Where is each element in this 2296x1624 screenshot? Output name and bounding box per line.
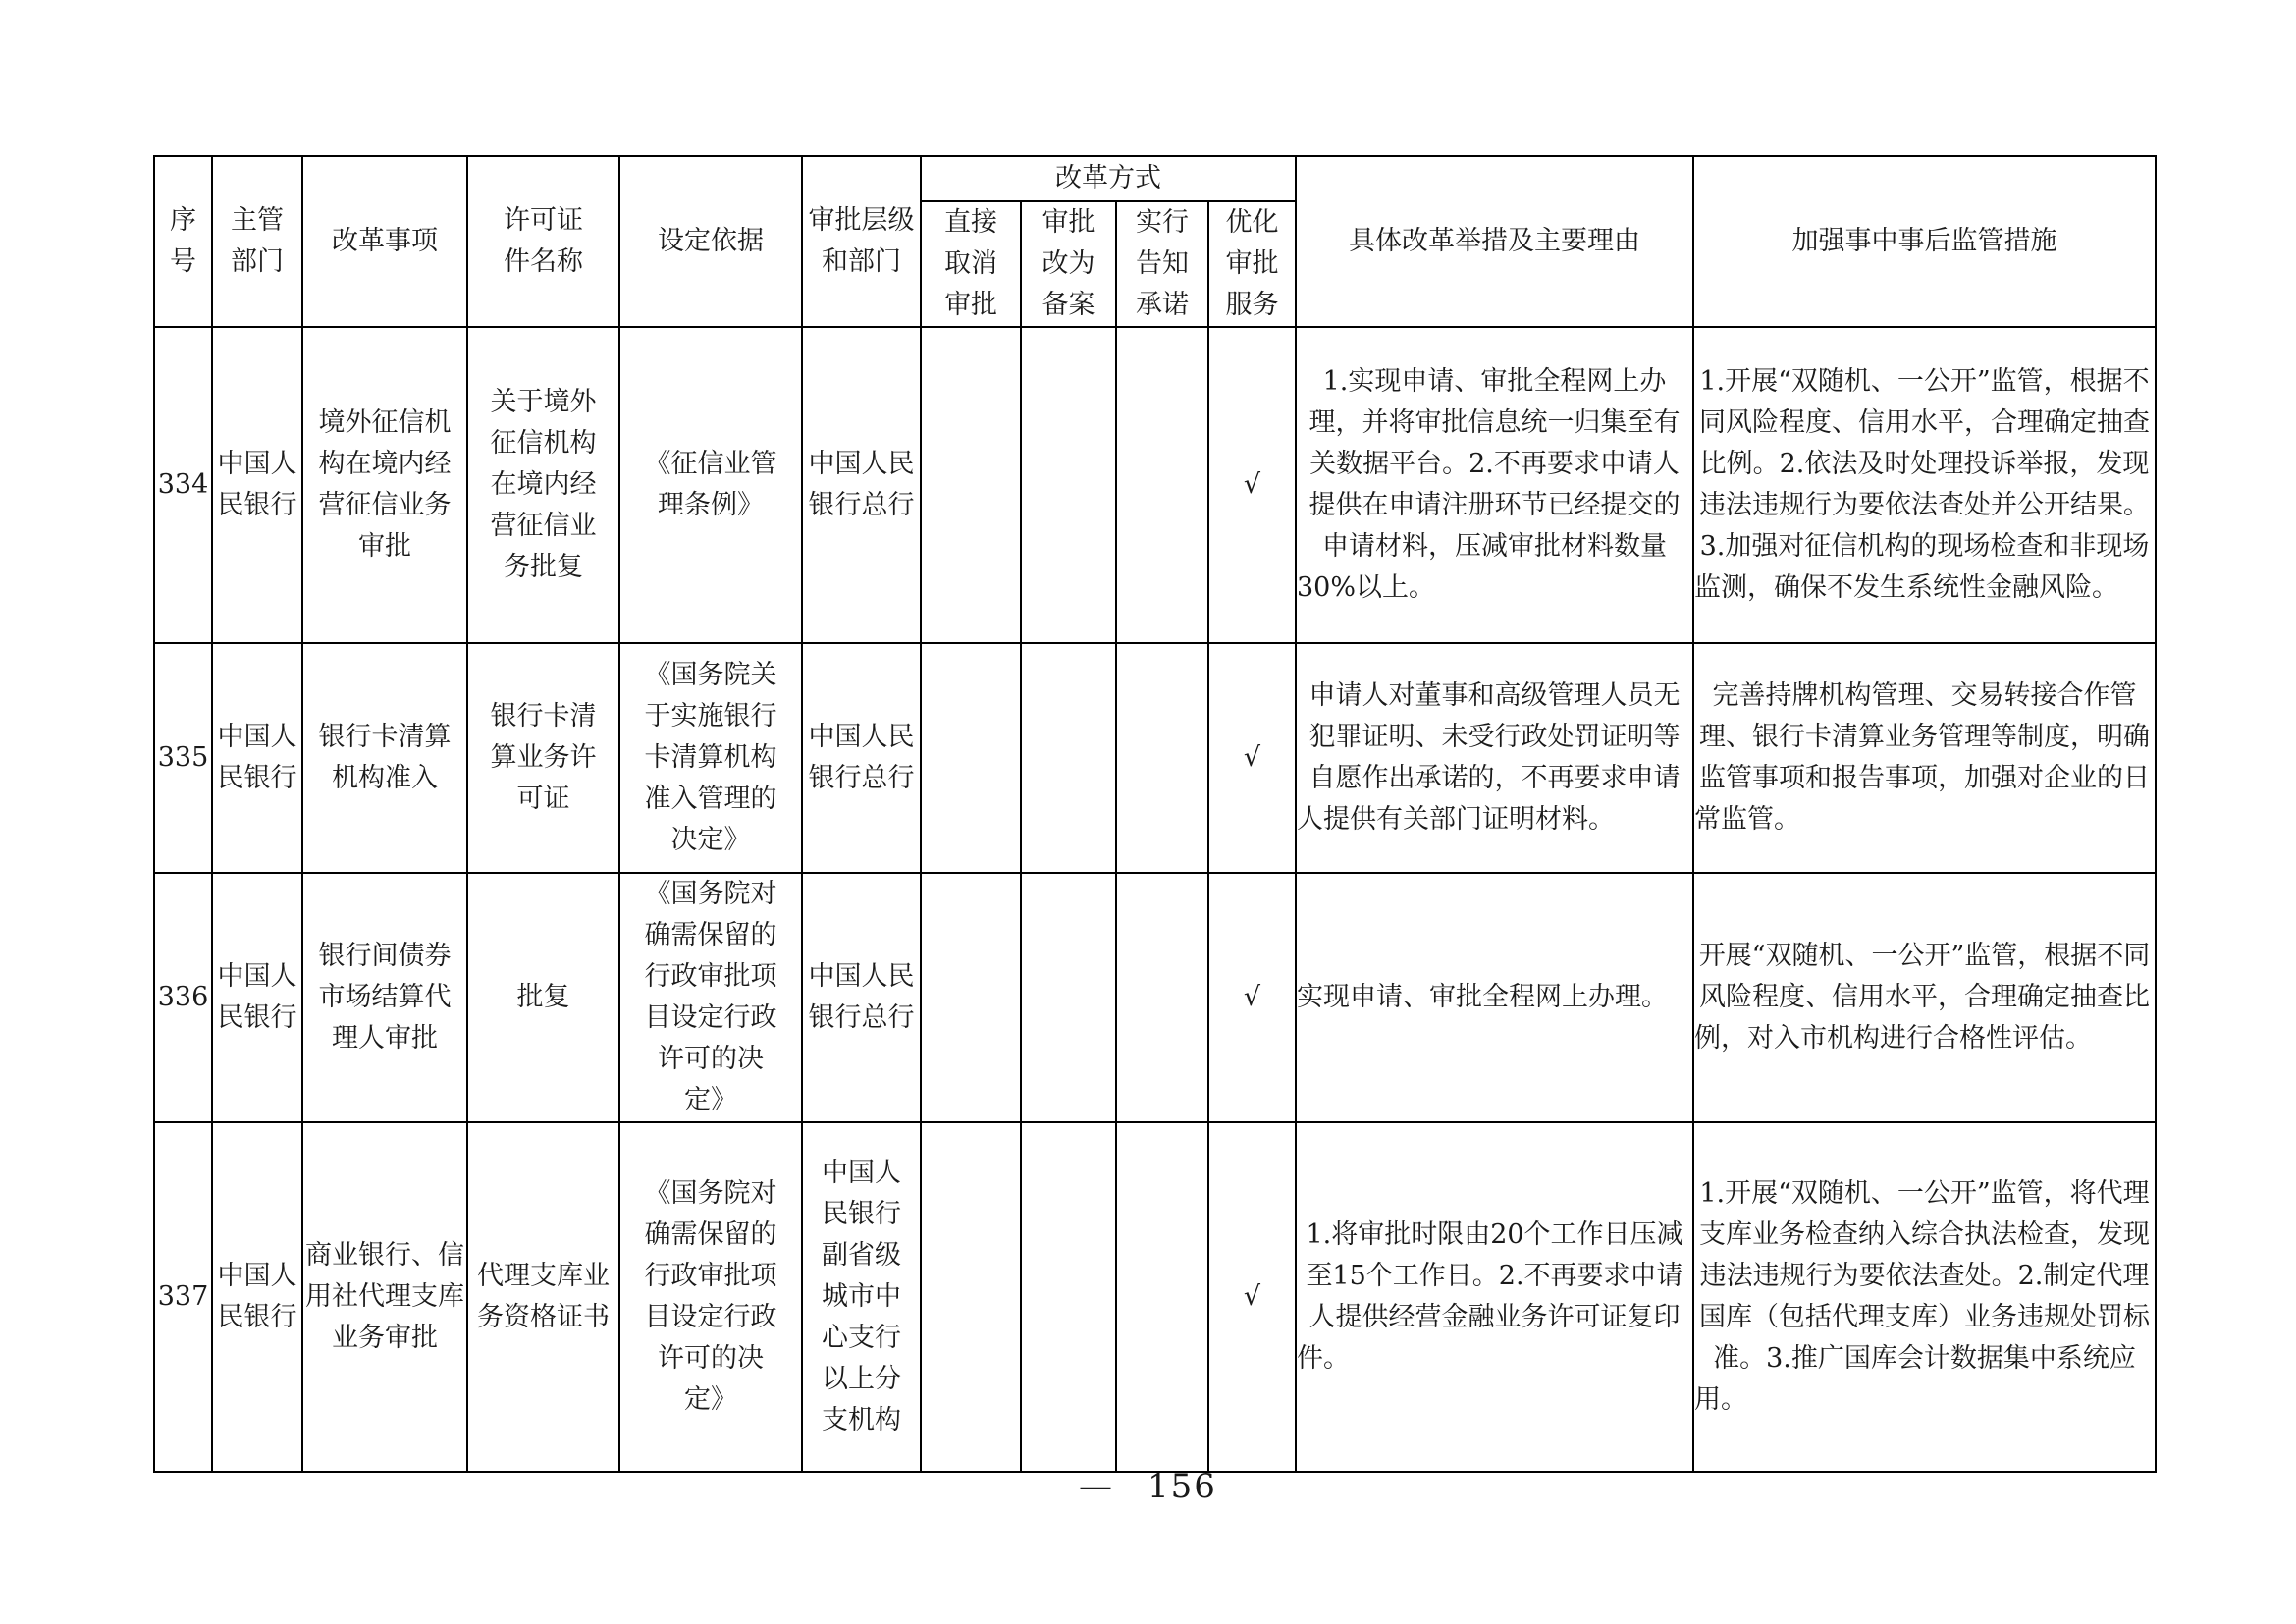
row-basis bbox=[619, 873, 802, 1122]
row-supervision: 完善持牌机构管理、交易转接合作管理、银行卡清算业务管理等制度，明确监管事项和报告事项，加强对企业的日常监管。 bbox=[1693, 643, 2156, 873]
header-supervision bbox=[1693, 156, 2156, 327]
row-method-filing bbox=[1021, 873, 1116, 1122]
header-method-group-label: 改革方式 bbox=[1055, 163, 1161, 193]
row-method-notice bbox=[1116, 327, 1208, 643]
header-method-optimize bbox=[1208, 201, 1296, 327]
header-dept-label: 主管部门 bbox=[231, 205, 284, 277]
row-supervision: 1.开展“双随机、一公开”监管，将代理支库业务检查纳入综合执法检查，发现违法违规行为要依法查处。2.制定代理国库（包括代理支库）业务违规处罚标准。3.推广国库会计数据集中系统应用。 bbox=[1693, 1122, 2156, 1472]
row-level bbox=[802, 327, 921, 643]
row-item bbox=[302, 643, 467, 873]
row-level-text: 中国人民银行总行 bbox=[808, 722, 915, 793]
row-method-optimize-check: √ bbox=[1208, 873, 1296, 1122]
row-seq: 334 bbox=[154, 327, 212, 643]
header-license-label: 许可证件名称 bbox=[504, 205, 583, 277]
row-measures: 申请人对董事和高级管理人员无犯罪证明、未受行政处罚证明等自愿作出承诺的，不再要求申请人提供有关部门证明材料。 bbox=[1296, 643, 1693, 873]
header-measures bbox=[1296, 156, 1693, 327]
header-level-label: 审批层级和部门 bbox=[808, 205, 915, 277]
row-level bbox=[802, 1122, 921, 1472]
row-item bbox=[302, 873, 467, 1122]
header-basis-label: 设定依据 bbox=[658, 226, 764, 256]
row-method-filing bbox=[1021, 1122, 1116, 1472]
header-method-cancel-label: 直接取消审批 bbox=[944, 207, 997, 320]
row-license-text: 批复 bbox=[516, 982, 570, 1012]
row-license bbox=[467, 1122, 619, 1472]
row-level-text: 中国人民银行总行 bbox=[808, 961, 915, 1033]
row-basis-text: 《征信业管理条例》 bbox=[644, 449, 777, 520]
header-method-notice bbox=[1116, 201, 1208, 327]
header-supervision-label: 加强事中事后监管措施 bbox=[1791, 226, 2057, 256]
row-level-text: 中国人民银行总行 bbox=[808, 449, 915, 520]
header-method-cancel bbox=[921, 201, 1021, 327]
row-dept-text: 中国人民银行 bbox=[217, 961, 297, 1033]
row-item-text: 商业银行、信用社代理支库业务审批 bbox=[305, 1240, 464, 1353]
row-level bbox=[802, 643, 921, 873]
header-method-notice-label: 实行告知承诺 bbox=[1136, 207, 1189, 320]
row-method-notice bbox=[1116, 1122, 1208, 1472]
page-number-footer bbox=[0, 1467, 2296, 1506]
row-license bbox=[467, 643, 619, 873]
row-method-cancel bbox=[921, 1122, 1021, 1472]
row-level bbox=[802, 873, 921, 1122]
row-measures: 实现申请、审批全程网上办理。 bbox=[1296, 873, 1693, 1122]
header-seq bbox=[154, 156, 212, 327]
row-supervision: 1.开展“双随机、一公开”监管，根据不同风险程度、信用水平，合理确定抽查比例。2.依法及时处理投诉举报，发现违法违规行为要依法查处并公开结果。3.加强对征信机构的现场检查和非现场监测，确保不发生系统性金融风险。 bbox=[1693, 327, 2156, 643]
row-supervision: 开展“双随机、一公开”监管，根据不同风险程度、信用水平，合理确定抽查比例，对入市机构进行合格性评估。 bbox=[1693, 873, 2156, 1122]
row-dept-text: 中国人民银行 bbox=[217, 449, 297, 520]
row-measures: 1.实现申请、审批全程网上办理，并将审批信息统一归集至有关数据平台。2.不再要求申请人提供在申请注册环节已经提交的申请材料，压减审批材料数量30%以上。 bbox=[1296, 327, 1693, 643]
table-row bbox=[154, 873, 2156, 1122]
row-license-text: 银行卡清算业务许可证 bbox=[490, 701, 597, 814]
row-item-text: 境外征信机构在境内经营征信业务审批 bbox=[318, 407, 452, 562]
row-item-text: 银行卡清算机构准入 bbox=[318, 722, 452, 793]
row-dept-text: 中国人民银行 bbox=[217, 1261, 297, 1332]
table-row bbox=[154, 643, 2156, 873]
row-method-optimize-check: √ bbox=[1208, 327, 1296, 643]
row-method-cancel bbox=[921, 873, 1021, 1122]
row-basis bbox=[619, 643, 802, 873]
row-measures: 1.将审批时限由20个工作日压减至15个工作日。2.不再要求申请人提供经营金融业务许可证复印件。 bbox=[1296, 1122, 1693, 1472]
row-license bbox=[467, 327, 619, 643]
row-seq: 336 bbox=[154, 873, 212, 1122]
header-level bbox=[802, 156, 921, 327]
table-row bbox=[154, 327, 2156, 643]
row-basis-text: 《国务院对确需保留的行政审批项目设定行政许可的决定》 bbox=[644, 879, 777, 1115]
row-method-optimize-check: √ bbox=[1208, 1122, 1296, 1472]
row-dept bbox=[212, 327, 302, 643]
header-seq-label: 序号 bbox=[170, 205, 196, 277]
row-license-text: 代理支库业务资格证书 bbox=[477, 1261, 610, 1332]
header-item bbox=[302, 156, 467, 327]
row-method-cancel bbox=[921, 327, 1021, 643]
row-dept bbox=[212, 1122, 302, 1472]
reform-table bbox=[153, 155, 2157, 1473]
row-method-cancel bbox=[921, 643, 1021, 873]
row-seq: 335 bbox=[154, 643, 212, 873]
row-basis bbox=[619, 1122, 802, 1472]
row-item-text: 银行间债券市场结算代理人审批 bbox=[318, 941, 452, 1054]
row-method-notice bbox=[1116, 643, 1208, 873]
header-license bbox=[467, 156, 619, 327]
row-basis-text: 《国务院对确需保留的行政审批项目设定行政许可的决定》 bbox=[644, 1178, 777, 1415]
header-item-label: 改革事项 bbox=[332, 226, 438, 256]
row-method-filing bbox=[1021, 643, 1116, 873]
row-seq: 337 bbox=[154, 1122, 212, 1472]
header-method-optimize-label: 优化审批服务 bbox=[1225, 207, 1279, 320]
header-basis bbox=[619, 156, 802, 327]
page-number-dash: — bbox=[1079, 1467, 1115, 1506]
header-method-group bbox=[921, 156, 1296, 201]
row-license-text: 关于境外征信机构在境内经营征信业务批复 bbox=[490, 387, 597, 582]
row-method-optimize-check: √ bbox=[1208, 643, 1296, 873]
row-dept bbox=[212, 643, 302, 873]
page-number: 156 bbox=[1148, 1467, 1217, 1506]
row-dept-text: 中国人民银行 bbox=[217, 722, 297, 793]
header-method-filing bbox=[1021, 201, 1116, 327]
row-dept bbox=[212, 873, 302, 1122]
row-item bbox=[302, 327, 467, 643]
row-item bbox=[302, 1122, 467, 1472]
row-basis-text: 《国务院关于实施银行卡清算机构准入管理的决定》 bbox=[644, 660, 777, 855]
row-level-text: 中国人民银行副省级城市中心支行以上分支机构 bbox=[822, 1158, 901, 1435]
header-method-filing-label: 审批改为备案 bbox=[1041, 207, 1095, 320]
row-method-filing bbox=[1021, 327, 1116, 643]
row-license bbox=[467, 873, 619, 1122]
header-measures-label: 具体改革举措及主要理由 bbox=[1349, 226, 1640, 256]
header-dept bbox=[212, 156, 302, 327]
table-row bbox=[154, 1122, 2156, 1472]
row-basis bbox=[619, 327, 802, 643]
row-method-notice bbox=[1116, 873, 1208, 1122]
